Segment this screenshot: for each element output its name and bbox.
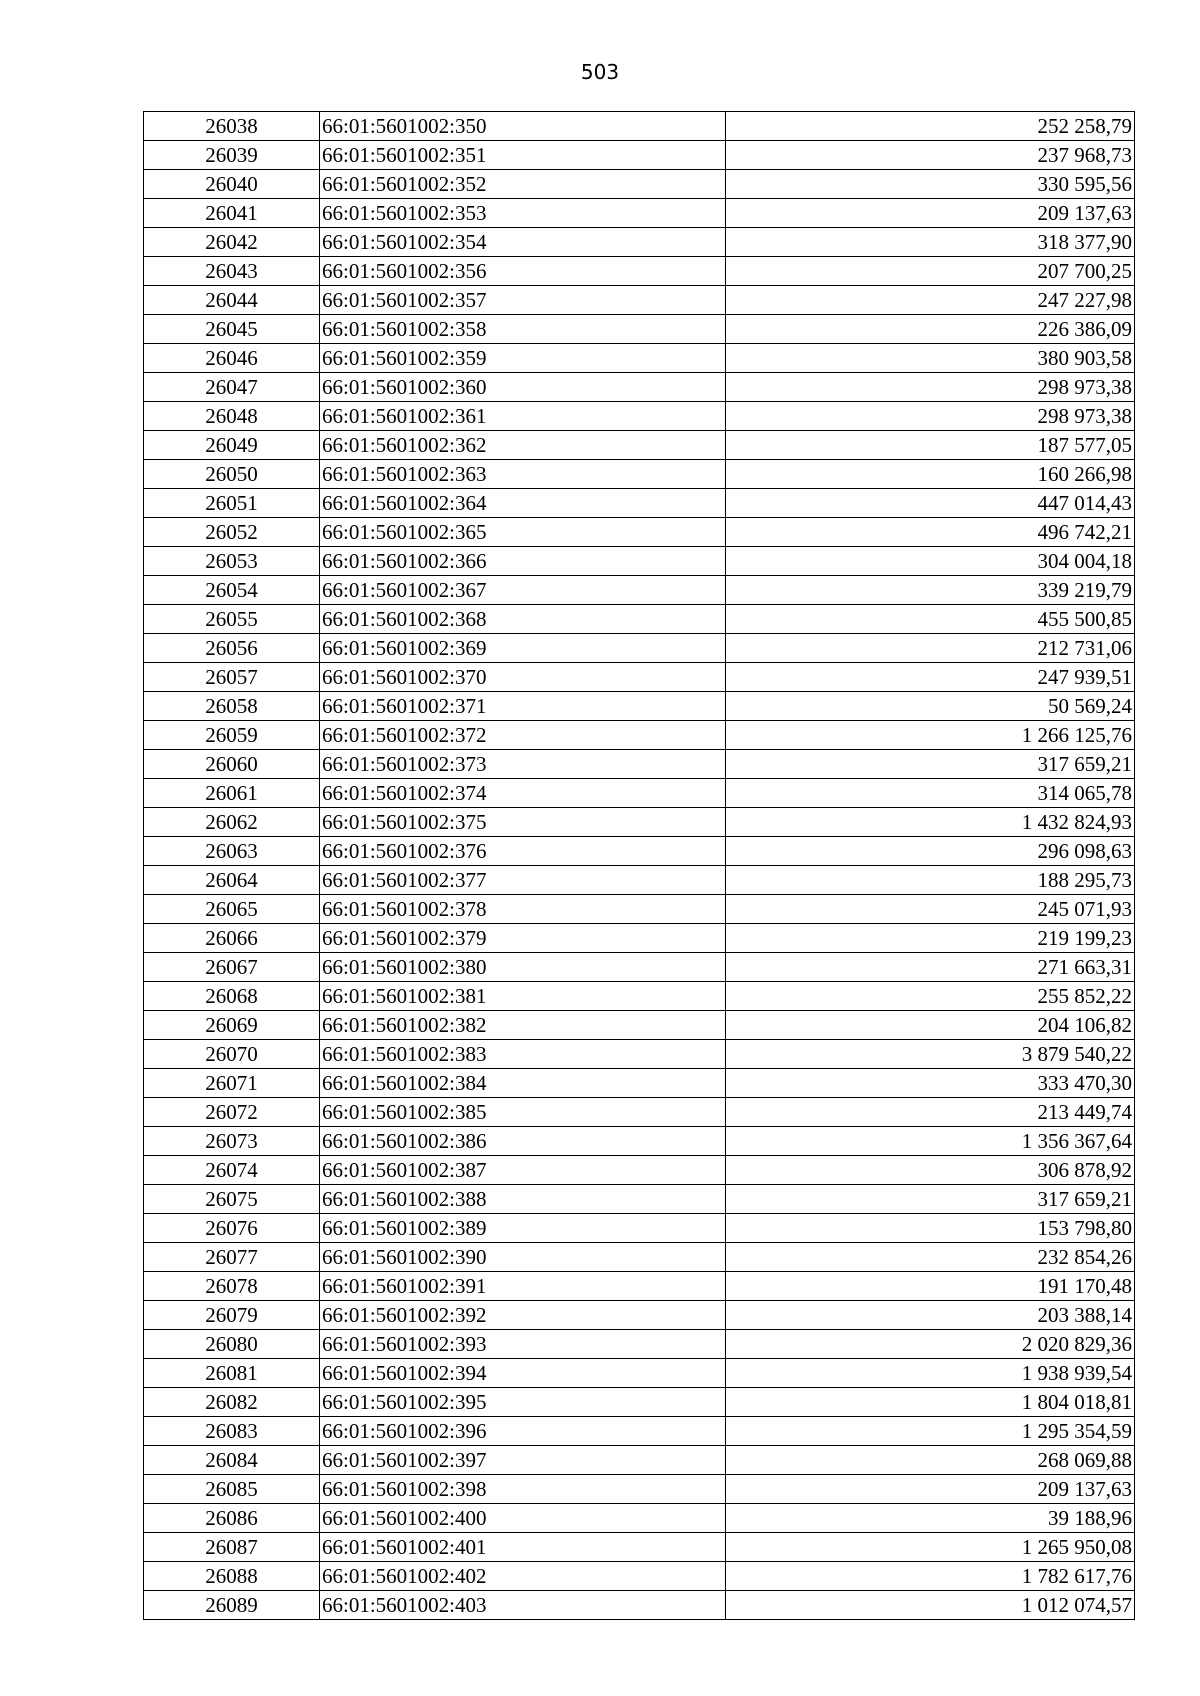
table-row	[144, 1156, 1135, 1185]
cadastral-number-cell: 66:01:5601002:390	[320, 1243, 726, 1272]
cadastral-value-cell: 39 188,96	[726, 1504, 1135, 1533]
cadastral-number-cell: 66:01:5601002:358	[320, 315, 726, 344]
row-number-cell: 26054	[144, 576, 320, 605]
cadastral-value-table	[143, 111, 1135, 1620]
cadastral-number-cell: 66:01:5601002:384	[320, 1069, 726, 1098]
cadastral-value-cell: 207 700,25	[726, 257, 1135, 286]
cadastral-number-cell: 66:01:5601002:393	[320, 1330, 726, 1359]
table-row	[144, 460, 1135, 489]
cadastral-value-cell: 187 577,05	[726, 431, 1135, 460]
cadastral-value-cell: 304 004,18	[726, 547, 1135, 576]
cadastral-number-cell: 66:01:5601002:372	[320, 721, 726, 750]
row-number-cell: 26048	[144, 402, 320, 431]
row-number-cell: 26050	[144, 460, 320, 489]
cadastral-value-cell: 380 903,58	[726, 344, 1135, 373]
row-number-cell: 26066	[144, 924, 320, 953]
row-number-cell: 26081	[144, 1359, 320, 1388]
table-row	[144, 982, 1135, 1011]
table-row	[144, 1243, 1135, 1272]
table-row	[144, 1185, 1135, 1214]
row-number-cell: 26068	[144, 982, 320, 1011]
cadastral-number-cell: 66:01:5601002:397	[320, 1446, 726, 1475]
row-number-cell: 26086	[144, 1504, 320, 1533]
table-row	[144, 837, 1135, 866]
cadastral-value-cell: 496 742,21	[726, 518, 1135, 547]
table-row	[144, 228, 1135, 257]
row-number-cell: 26043	[144, 257, 320, 286]
row-number-cell: 26041	[144, 199, 320, 228]
table-row	[144, 315, 1135, 344]
table-row	[144, 286, 1135, 315]
table-row	[144, 257, 1135, 286]
row-number-cell: 26089	[144, 1591, 320, 1620]
cadastral-number-cell: 66:01:5601002:403	[320, 1591, 726, 1620]
cadastral-value-cell: 330 595,56	[726, 170, 1135, 199]
cadastral-value-cell: 271 663,31	[726, 953, 1135, 982]
row-number-cell: 26078	[144, 1272, 320, 1301]
cadastral-number-cell: 66:01:5601002:381	[320, 982, 726, 1011]
cadastral-number-cell: 66:01:5601002:352	[320, 170, 726, 199]
table-row	[144, 1388, 1135, 1417]
cadastral-number-cell: 66:01:5601002:380	[320, 953, 726, 982]
cadastral-value-cell: 2 020 829,36	[726, 1330, 1135, 1359]
table-row	[144, 1214, 1135, 1243]
table-row	[144, 924, 1135, 953]
row-number-cell: 26060	[144, 750, 320, 779]
table-row	[144, 1040, 1135, 1069]
table-row	[144, 170, 1135, 199]
cadastral-number-cell: 66:01:5601002:396	[320, 1417, 726, 1446]
row-number-cell: 26073	[144, 1127, 320, 1156]
cadastral-number-cell: 66:01:5601002:373	[320, 750, 726, 779]
cadastral-value-cell: 296 098,63	[726, 837, 1135, 866]
row-number-cell: 26080	[144, 1330, 320, 1359]
table-row	[144, 605, 1135, 634]
table-row	[144, 112, 1135, 141]
cadastral-number-cell: 66:01:5601002:398	[320, 1475, 726, 1504]
cadastral-value-cell: 160 266,98	[726, 460, 1135, 489]
cadastral-value-cell: 1 432 824,93	[726, 808, 1135, 837]
cadastral-number-cell: 66:01:5601002:379	[320, 924, 726, 953]
table-row	[144, 953, 1135, 982]
cadastral-number-cell: 66:01:5601002:376	[320, 837, 726, 866]
cadastral-number-cell: 66:01:5601002:394	[320, 1359, 726, 1388]
table-row	[144, 1533, 1135, 1562]
table-row	[144, 1504, 1135, 1533]
table-row	[144, 489, 1135, 518]
row-number-cell: 26079	[144, 1301, 320, 1330]
row-number-cell: 26053	[144, 547, 320, 576]
table-body	[144, 112, 1135, 1620]
row-number-cell: 26088	[144, 1562, 320, 1591]
cadastral-value-cell: 1 938 939,54	[726, 1359, 1135, 1388]
row-number-cell: 26052	[144, 518, 320, 547]
row-number-cell: 26071	[144, 1069, 320, 1098]
page-number: 503	[580, 60, 620, 84]
cadastral-number-cell: 66:01:5601002:374	[320, 779, 726, 808]
cadastral-number-cell: 66:01:5601002:401	[320, 1533, 726, 1562]
row-number-cell: 26076	[144, 1214, 320, 1243]
cadastral-value-cell: 339 219,79	[726, 576, 1135, 605]
row-number-cell: 26055	[144, 605, 320, 634]
table-row	[144, 373, 1135, 402]
table-row	[144, 1475, 1135, 1504]
row-number-cell: 26042	[144, 228, 320, 257]
table-row	[144, 663, 1135, 692]
row-number-cell: 26058	[144, 692, 320, 721]
cadastral-value-cell: 447 014,43	[726, 489, 1135, 518]
table-row	[144, 692, 1135, 721]
cadastral-number-cell: 66:01:5601002:361	[320, 402, 726, 431]
cadastral-number-cell: 66:01:5601002:382	[320, 1011, 726, 1040]
row-number-cell: 26083	[144, 1417, 320, 1446]
cadastral-number-cell: 66:01:5601002:370	[320, 663, 726, 692]
cadastral-value-cell: 1 265 950,08	[726, 1533, 1135, 1562]
cadastral-number-cell: 66:01:5601002:365	[320, 518, 726, 547]
row-number-cell: 26051	[144, 489, 320, 518]
cadastral-number-cell: 66:01:5601002:402	[320, 1562, 726, 1591]
cadastral-value-cell: 314 065,78	[726, 779, 1135, 808]
table-row	[144, 1591, 1135, 1620]
row-number-cell: 26044	[144, 286, 320, 315]
row-number-cell: 26049	[144, 431, 320, 460]
table-row	[144, 1301, 1135, 1330]
row-number-cell: 26074	[144, 1156, 320, 1185]
cadastral-number-cell: 66:01:5601002:350	[320, 112, 726, 141]
cadastral-number-cell: 66:01:5601002:351	[320, 141, 726, 170]
row-number-cell: 26077	[144, 1243, 320, 1272]
table-row	[144, 895, 1135, 924]
cadastral-value-cell: 203 388,14	[726, 1301, 1135, 1330]
row-number-cell: 26046	[144, 344, 320, 373]
table-row	[144, 402, 1135, 431]
cadastral-value-cell: 252 258,79	[726, 112, 1135, 141]
table-row	[144, 1446, 1135, 1475]
cadastral-number-cell: 66:01:5601002:395	[320, 1388, 726, 1417]
table-row	[144, 1272, 1135, 1301]
cadastral-number-cell: 66:01:5601002:366	[320, 547, 726, 576]
cadastral-number-cell: 66:01:5601002:362	[320, 431, 726, 460]
cadastral-value-cell: 1 266 125,76	[726, 721, 1135, 750]
cadastral-number-cell: 66:01:5601002:357	[320, 286, 726, 315]
cadastral-value-cell: 212 731,06	[726, 634, 1135, 663]
row-number-cell: 26062	[144, 808, 320, 837]
row-number-cell: 26065	[144, 895, 320, 924]
cadastral-number-cell: 66:01:5601002:356	[320, 257, 726, 286]
cadastral-value-cell: 188 295,73	[726, 866, 1135, 895]
cadastral-number-cell: 66:01:5601002:368	[320, 605, 726, 634]
table-row	[144, 1098, 1135, 1127]
cadastral-value-cell: 255 852,22	[726, 982, 1135, 1011]
row-number-cell: 26087	[144, 1533, 320, 1562]
row-number-cell: 26084	[144, 1446, 320, 1475]
table-row	[144, 1562, 1135, 1591]
cadastral-number-cell: 66:01:5601002:377	[320, 866, 726, 895]
cadastral-number-cell: 66:01:5601002:387	[320, 1156, 726, 1185]
row-number-cell: 26067	[144, 953, 320, 982]
cadastral-number-cell: 66:01:5601002:369	[320, 634, 726, 663]
table-row	[144, 866, 1135, 895]
cadastral-number-cell: 66:01:5601002:389	[320, 1214, 726, 1243]
cadastral-value-cell: 333 470,30	[726, 1069, 1135, 1098]
cadastral-value-cell: 209 137,63	[726, 199, 1135, 228]
cadastral-value-cell: 317 659,21	[726, 750, 1135, 779]
cadastral-value-cell: 1 012 074,57	[726, 1591, 1135, 1620]
row-number-cell: 26063	[144, 837, 320, 866]
cadastral-value-cell: 298 973,38	[726, 402, 1135, 431]
cadastral-value-cell: 153 798,80	[726, 1214, 1135, 1243]
cadastral-value-cell: 247 227,98	[726, 286, 1135, 315]
cadastral-value-cell: 306 878,92	[726, 1156, 1135, 1185]
table-row	[144, 141, 1135, 170]
table-row	[144, 721, 1135, 750]
row-number-cell: 26047	[144, 373, 320, 402]
cadastral-value-cell: 247 939,51	[726, 663, 1135, 692]
cadastral-value-cell: 219 199,23	[726, 924, 1135, 953]
cadastral-number-cell: 66:01:5601002:391	[320, 1272, 726, 1301]
row-number-cell: 26061	[144, 779, 320, 808]
cadastral-value-cell: 3 879 540,22	[726, 1040, 1135, 1069]
table-row	[144, 1011, 1135, 1040]
table-row	[144, 1127, 1135, 1156]
cadastral-number-cell: 66:01:5601002:392	[320, 1301, 726, 1330]
cadastral-value-cell: 209 137,63	[726, 1475, 1135, 1504]
cadastral-value-cell: 226 386,09	[726, 315, 1135, 344]
table-row	[144, 1417, 1135, 1446]
cadastral-number-cell: 66:01:5601002:385	[320, 1098, 726, 1127]
table-row	[144, 634, 1135, 663]
cadastral-value-cell: 1 782 617,76	[726, 1562, 1135, 1591]
cadastral-number-cell: 66:01:5601002:353	[320, 199, 726, 228]
cadastral-number-cell: 66:01:5601002:375	[320, 808, 726, 837]
cadastral-value-cell: 1 356 367,64	[726, 1127, 1135, 1156]
cadastral-number-cell: 66:01:5601002:400	[320, 1504, 726, 1533]
cadastral-value-cell: 1 295 354,59	[726, 1417, 1135, 1446]
row-number-cell: 26070	[144, 1040, 320, 1069]
row-number-cell: 26056	[144, 634, 320, 663]
table-row	[144, 344, 1135, 373]
row-number-cell: 26057	[144, 663, 320, 692]
row-number-cell: 26082	[144, 1388, 320, 1417]
cadastral-number-cell: 66:01:5601002:364	[320, 489, 726, 518]
row-number-cell: 26059	[144, 721, 320, 750]
cadastral-value-cell: 298 973,38	[726, 373, 1135, 402]
table-row	[144, 431, 1135, 460]
cadastral-value-cell: 213 449,74	[726, 1098, 1135, 1127]
cadastral-value-cell: 245 071,93	[726, 895, 1135, 924]
cadastral-number-cell: 66:01:5601002:367	[320, 576, 726, 605]
cadastral-value-cell: 318 377,90	[726, 228, 1135, 257]
table-row	[144, 1330, 1135, 1359]
row-number-cell: 26039	[144, 141, 320, 170]
data-table-container	[143, 111, 1135, 1620]
cadastral-number-cell: 66:01:5601002:383	[320, 1040, 726, 1069]
cadastral-value-cell: 204 106,82	[726, 1011, 1135, 1040]
cadastral-number-cell: 66:01:5601002:378	[320, 895, 726, 924]
table-row	[144, 779, 1135, 808]
cadastral-value-cell: 268 069,88	[726, 1446, 1135, 1475]
row-number-cell: 26072	[144, 1098, 320, 1127]
row-number-cell: 26038	[144, 112, 320, 141]
cadastral-number-cell: 66:01:5601002:363	[320, 460, 726, 489]
cadastral-value-cell: 191 170,48	[726, 1272, 1135, 1301]
cadastral-number-cell: 66:01:5601002:371	[320, 692, 726, 721]
row-number-cell: 26045	[144, 315, 320, 344]
row-number-cell: 26069	[144, 1011, 320, 1040]
cadastral-value-cell: 237 968,73	[726, 141, 1135, 170]
cadastral-value-cell: 1 804 018,81	[726, 1388, 1135, 1417]
table-row	[144, 750, 1135, 779]
cadastral-number-cell: 66:01:5601002:386	[320, 1127, 726, 1156]
cadastral-number-cell: 66:01:5601002:360	[320, 373, 726, 402]
table-row	[144, 808, 1135, 837]
row-number-cell: 26085	[144, 1475, 320, 1504]
row-number-cell: 26075	[144, 1185, 320, 1214]
cadastral-value-cell: 317 659,21	[726, 1185, 1135, 1214]
cadastral-number-cell: 66:01:5601002:388	[320, 1185, 726, 1214]
table-row	[144, 199, 1135, 228]
table-row	[144, 547, 1135, 576]
table-row	[144, 576, 1135, 605]
cadastral-number-cell: 66:01:5601002:359	[320, 344, 726, 373]
table-row	[144, 1359, 1135, 1388]
table-row	[144, 1069, 1135, 1098]
cadastral-value-cell: 455 500,85	[726, 605, 1135, 634]
table-row	[144, 518, 1135, 547]
cadastral-value-cell: 232 854,26	[726, 1243, 1135, 1272]
row-number-cell: 26040	[144, 170, 320, 199]
cadastral-value-cell: 50 569,24	[726, 692, 1135, 721]
cadastral-number-cell: 66:01:5601002:354	[320, 228, 726, 257]
row-number-cell: 26064	[144, 866, 320, 895]
